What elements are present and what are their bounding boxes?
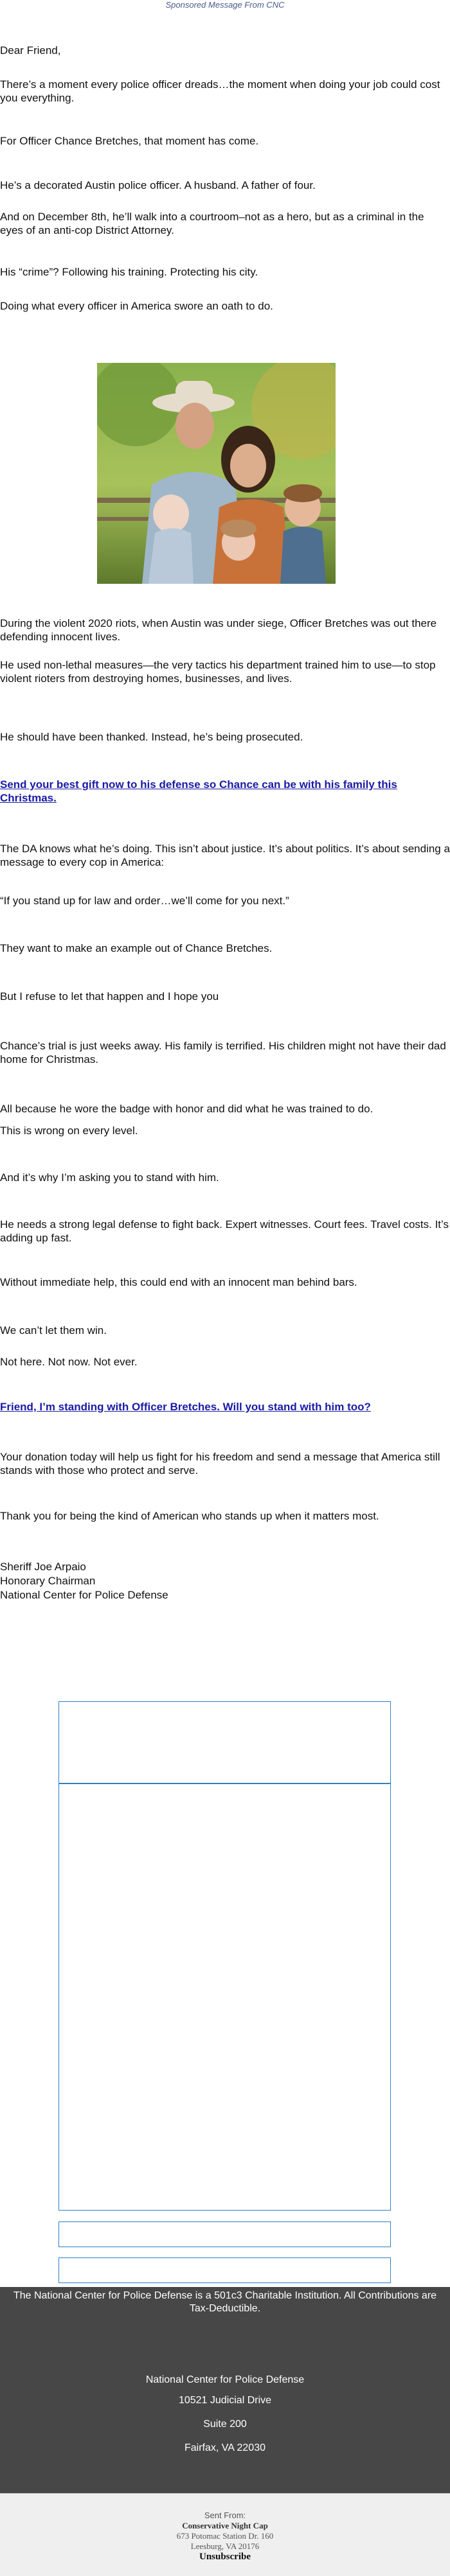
signature-org: National Center for Police Defense <box>0 1589 168 1601</box>
paragraph-9: He should have been thanked. Instead, he’s being prosecuted. <box>0 731 303 743</box>
paragraph-1: There’s a moment every police officer dreads…the moment when doing your job could cost you everything. <box>0 78 440 104</box>
paragraph-13: But I refuse to let that happen and I hope you <box>0 990 219 1003</box>
signature-title: Honorary Chairman <box>0 1575 96 1587</box>
family-photo <box>97 363 336 584</box>
paragraph-6: Doing what every officer in America swore an oath to do. <box>0 300 273 312</box>
embedded-frame-main <box>59 1783 391 2211</box>
paragraph-5: His “crime”? Following his training. Protecting his city. <box>0 266 258 278</box>
paragraph-15: All because he wore the badge with honor and did what he was trained to do. <box>0 1103 374 1115</box>
footer-light <box>0 2493 450 2576</box>
paragraph-23: Thank you for being the kind of American who stands up when it matters most. <box>0 1510 379 1522</box>
paragraph-8: He used non-lethal measures—the very tactics his department trained him to use—to stop violent rioters from destroying homes, businesses, and lives. <box>0 659 436 685</box>
paragraph-11: “If you stand up for law and order…we’ll come for you next.” <box>0 895 289 907</box>
paragraph-17: And it’s why I’m asking you to stand with him. <box>0 1171 219 1184</box>
sponsored-banner: Sponsored Message From CNC <box>165 0 285 10</box>
greeting: Dear Friend, <box>0 44 61 57</box>
paragraph-2: For Officer Chance Bretches, that moment has come. <box>0 135 259 147</box>
paragraph-7: During the violent 2020 riots, when Austin was under siege, Officer Bretches was out there defending innocent lives. <box>0 617 437 643</box>
tax-disclaimer: The National Center for Police Defense is a 501c3 Charitable Institution. All Contributions are Tax-Deductible. <box>13 2290 437 2314</box>
paragraph-21: Not here. Not now. Not ever. <box>0 1356 138 1368</box>
paragraph-19: Without immediate help, this could end with an innocent man behind bars. <box>0 1276 357 1288</box>
footer-street: 10521 Judicial Drive <box>178 2395 272 2406</box>
sender-street: 673 Potomac Station Dr. 160 <box>176 2531 274 2541</box>
paragraph-22: Your donation today will help us fight for his freedom and send a message that America still stands with those who protect and serve. <box>0 1451 440 1476</box>
footer-org-name: National Center for Police Defense <box>145 2374 305 2385</box>
footer-city: Fairfax, VA 22030 <box>184 2442 266 2453</box>
donate-link[interactable]: Send your best gift now to his defense so Chance can be with his family this Christmas. <box>0 778 397 804</box>
sent-from-label: Sent From: <box>204 2510 246 2520</box>
family-photo-illustration <box>97 363 336 584</box>
stand-with-link[interactable]: Friend, I’m standing with Officer Bretches. Will you stand with him too? <box>0 1401 371 1413</box>
embedded-frame-top <box>59 1701 391 1783</box>
signature-name: Sheriff Joe Arpaio <box>0 1561 86 1573</box>
unsubscribe-link[interactable]: Unsubscribe <box>199 2552 251 2562</box>
sender-city: Leesburg, VA 20176 <box>190 2541 260 2551</box>
footer-suite: Suite 200 <box>203 2419 247 2430</box>
paragraph-20: We can’t let them win. <box>0 1324 107 1336</box>
sender-name: Conservative Night Cap <box>182 2521 268 2530</box>
paragraph-16: This is wrong on every level. <box>0 1125 138 1137</box>
footer-dark <box>0 2287 450 2493</box>
embedded-frame-strip-2 <box>59 2257 391 2283</box>
paragraph-3: He’s a decorated Austin police officer. A husband. A father of four. <box>0 179 316 191</box>
paragraph-12: They want to make an example out of Chance Bretches. <box>0 942 273 954</box>
paragraph-10: The DA knows what he’s doing. This isn’t about justice. It’s about politics. It’s about sending a message to every cop in America: <box>0 843 450 868</box>
paragraph-4: And on December 8th, he’ll walk into a courtroom–not as a hero, but as a criminal in the eyes of an anti-cop District Attorney. <box>0 211 424 236</box>
paragraph-14: Chance’s trial is just weeks away. His family is terrified. His children might not have their dad home for Christmas. <box>0 1040 446 1065</box>
embedded-frame-strip-1 <box>59 2221 391 2247</box>
paragraph-18: He needs a strong legal defense to fight back. Expert witnesses. Court fees. Travel costs. It’s adding up fast. <box>0 1218 449 1244</box>
